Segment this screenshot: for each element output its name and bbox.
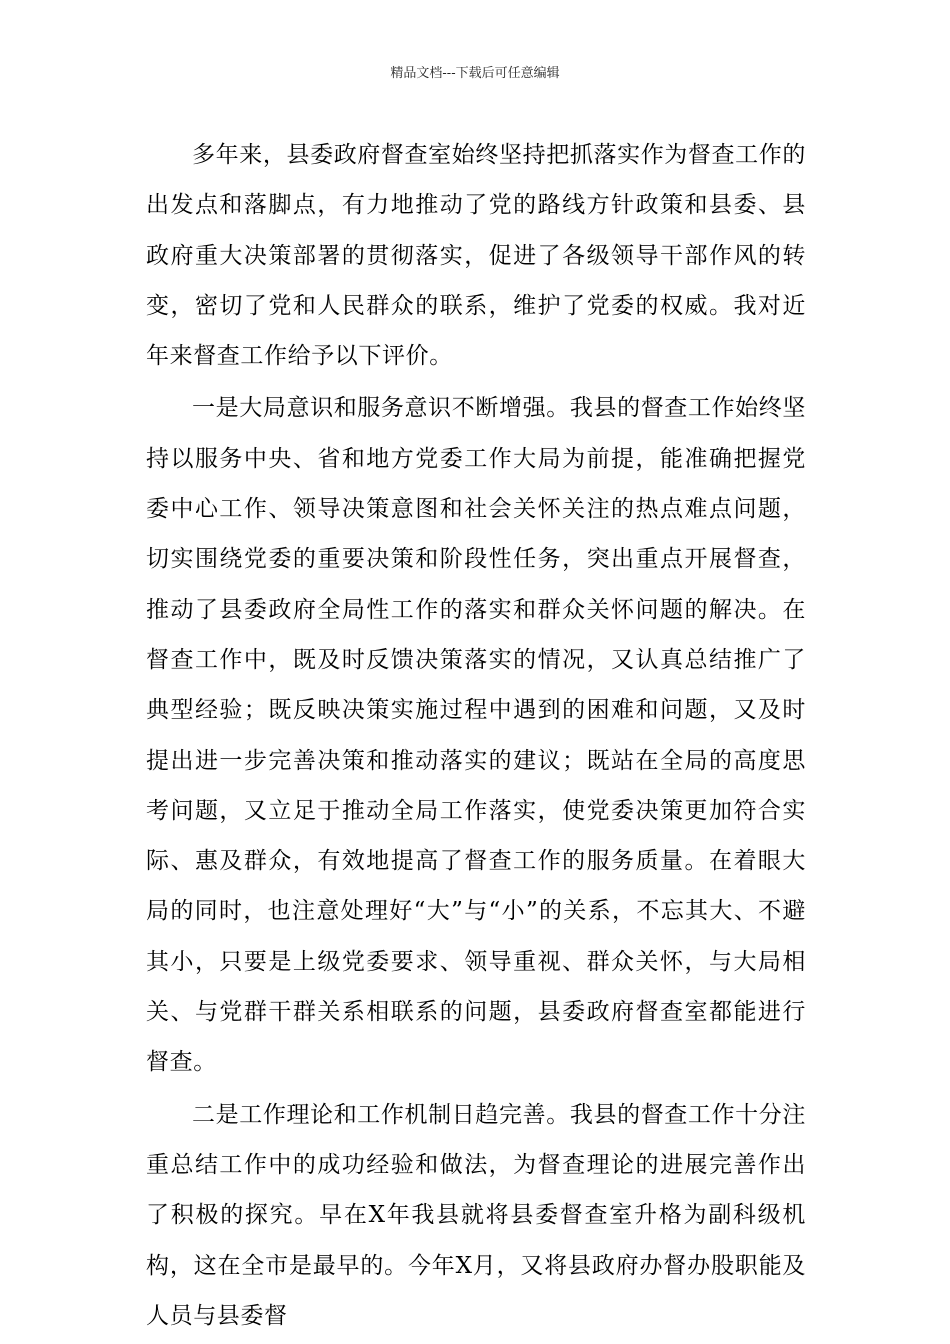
paragraph-intro: 多年来，县委政府督查室始终坚持把抓落实作为督查工作的出发点和落脚点，有力地推动了党的路线方针政策和县委、县政府重大决策部署的贯彻落实，促进了各级领导干部作风的转变，密切了党和人民群众的联系，维护了党委的权威。我对近年来督查工作给予以下评价。 [146, 142, 806, 370]
document-body [146, 130, 806, 1343]
paragraph-point-one: 一是大局意识和服务意识不断增强。我县的督查工作始终坚持以服务中央、省和地方党委工作大局为前提，能准确把握党委中心工作、领导决策意图和社会关怀关注的热点难点问题，切实围绕党委的重要决策和阶段性任务，突出重点开展督查，推动了县委政府全局性工作的落实和群众关怀问题的解决。在督查工作中，既及时反馈决策落实的情况，又认真总结推广了典型经验；既反映决策实施过程中遇到的困难和问题，又及时提出进一步完善决策和推动落实的建议；既站在全局的高度思考问题，又立足于推动全局工作落实，使党委决策更加符合实际、惠及群众，有效地提高了督查工作的服务质量。在着眼大局的同时，也注意处理好“大”与“小”的关系，不忘其大、不避其小，只要是上级党委要求、领导重视、群众关怀，与大局相关、与党群干群关系相联系的问题，县委政府督查室都能进行督查。 [146, 395, 806, 1076]
page-header: 精品文档---下载后可任意编辑 [390, 66, 560, 81]
paragraph-point-two: 二是工作理论和工作机制日趋完善。我县的督查工作十分注重总结工作中的成功经验和做法，为督查理论的进展完善作出了积极的探究。早在X年我县就将县委督查室升格为副科级机构，这在全市是最早的。今年X月，又将县政府办督办股职能及人员与县委督 [146, 1101, 806, 1329]
